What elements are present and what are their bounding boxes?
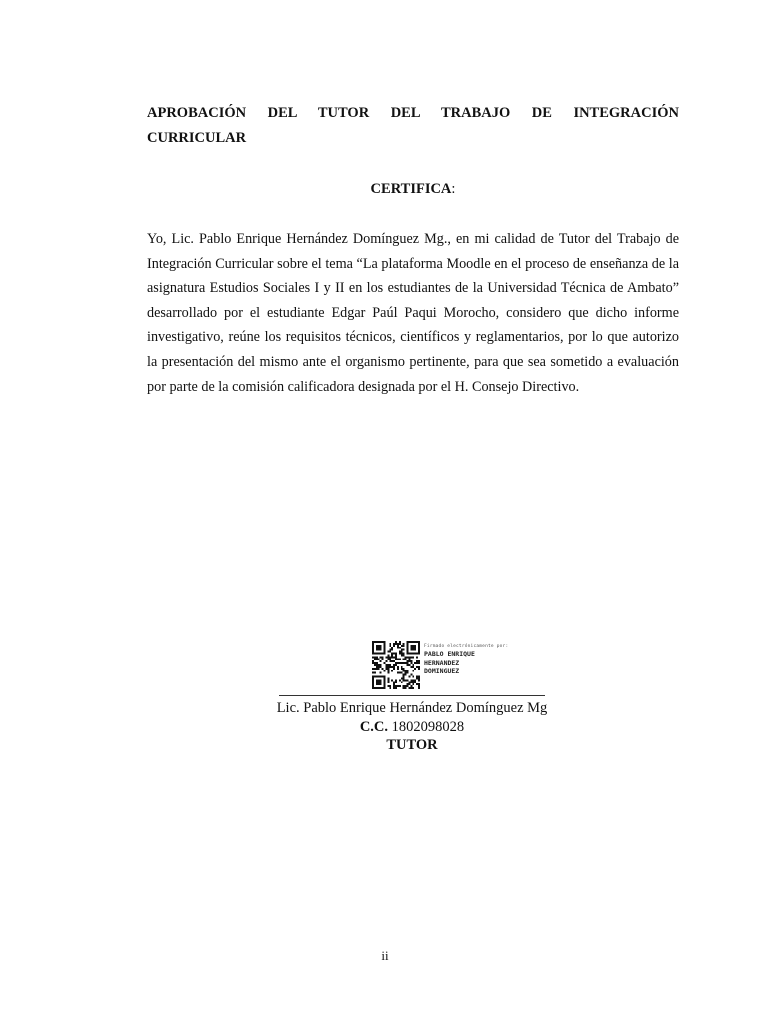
signer-block bbox=[200, 699, 624, 755]
title-line-2: CURRICULAR bbox=[147, 130, 247, 146]
signer-name: Lic. Pablo Enrique Hernández Domínguez Mg bbox=[276, 700, 548, 716]
signature-text bbox=[424, 644, 508, 676]
certifica-heading bbox=[147, 178, 679, 200]
certifica-word: CERTIFICA bbox=[370, 181, 452, 197]
document-title bbox=[147, 101, 679, 151]
signer-id-label: C.C. bbox=[359, 718, 389, 735]
page-number: ii bbox=[381, 948, 389, 963]
title-line-1: APROBACIÓN DEL TUTOR DEL TRABAJO DE INTEGRACIÓN bbox=[147, 105, 679, 121]
signature-line bbox=[279, 695, 545, 696]
signer-role-text: TUTOR bbox=[386, 737, 438, 753]
certifica-colon: : bbox=[451, 181, 456, 197]
certification-paragraph: Yo, Lic. Pablo Enrique Hernández Domínguez Mg., en mi calidad de Tutor del Trabajo de Integración Curricular sobre el tema “La plataforma Moodle en el proceso de enseñanza de la asignatura Estudios Sociales I y II en los estudiantes de la Universidad Técnica de Ambato” desarrollado por el estudiante Edgar Paúl Paqui Morocho, considero que dicho informe investigativo, reúne los requisitos técnicos, científicos y reglamentarios, por lo que autorizo la presentación del mismo ante el organismo pertinente, para que sea sometido a evaluación por parte de la comisión calificadora designada por el H. Consejo Directivo. bbox=[147, 231, 679, 395]
electronic-signature bbox=[372, 641, 552, 691]
qr-code-icon bbox=[372, 641, 420, 689]
signature-name-line: HERNANDEZ bbox=[424, 658, 460, 667]
signer-role bbox=[200, 736, 624, 755]
signer-id bbox=[200, 718, 624, 737]
signature-caption: Firmado electrónicamente por: bbox=[424, 644, 509, 649]
signer-id-number: 1802098028 bbox=[391, 718, 465, 735]
signature-name-line: PABLO ENRIQUE bbox=[424, 650, 475, 658]
signature-name-line: DOMINGUEZ bbox=[424, 667, 460, 675]
